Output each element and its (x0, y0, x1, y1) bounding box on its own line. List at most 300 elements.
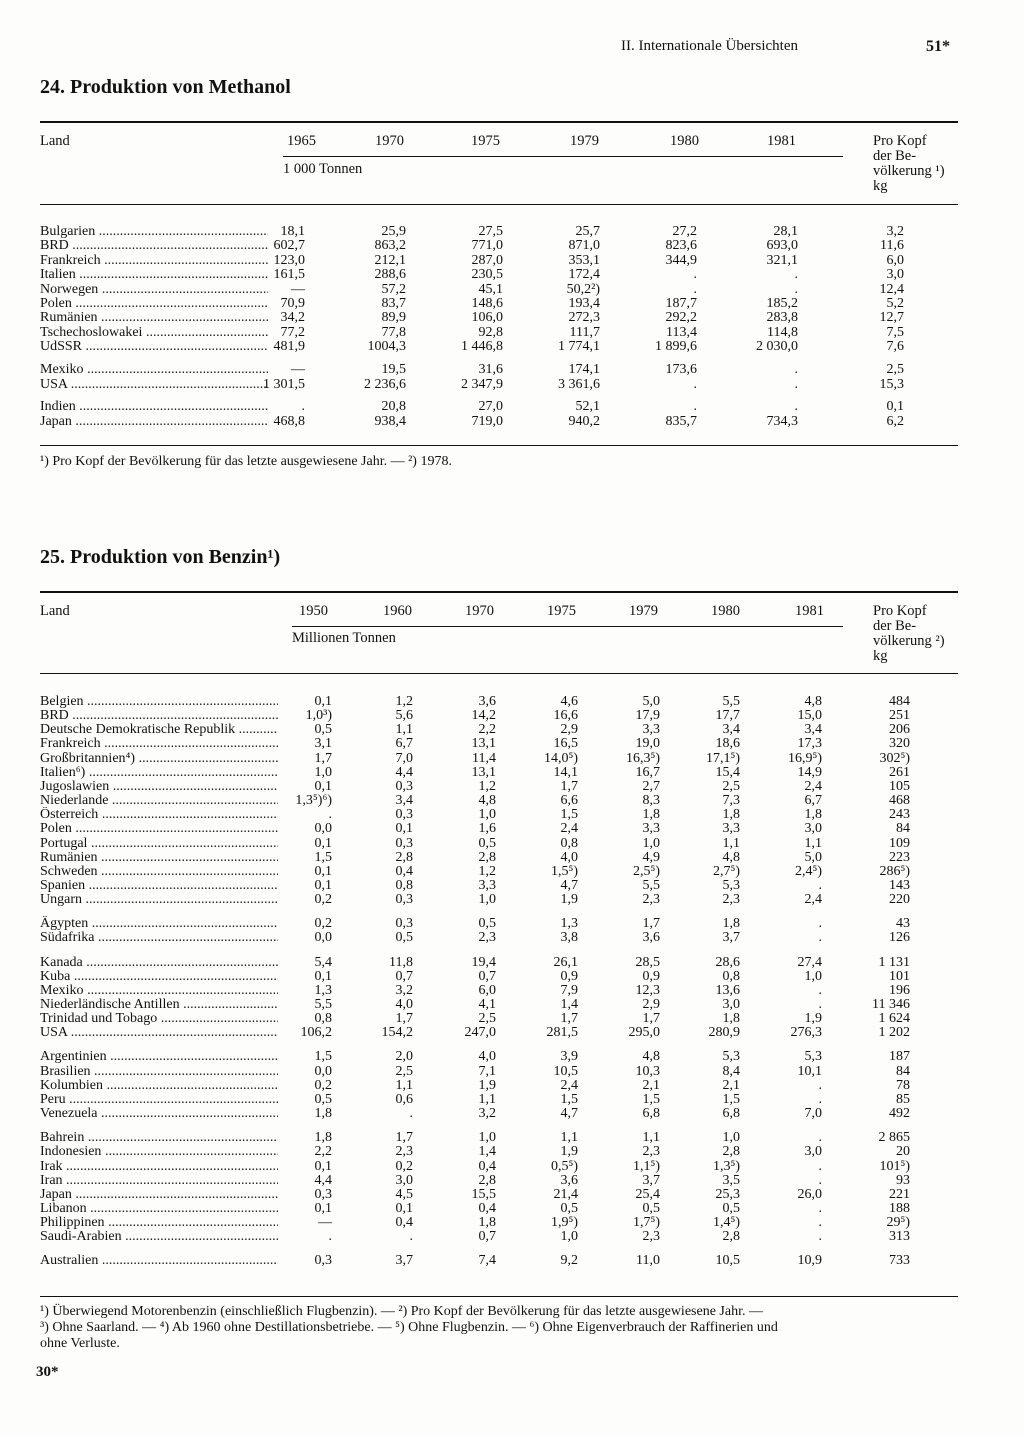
row-value: 1,0 (314, 764, 332, 780)
table-row (40, 377, 964, 392)
row-value: 7,0 (395, 750, 413, 766)
row-country: Mexiko ..... (40, 362, 268, 377)
row-value: 1 774,1 (558, 339, 600, 355)
row-country: Iran ..... (40, 1173, 278, 1188)
table-row (40, 916, 964, 931)
row-value: 2,3 (642, 1144, 660, 1160)
row-value: 8,3 (642, 793, 660, 809)
row-value: 13,1 (471, 736, 496, 752)
row-value: . (818, 877, 822, 893)
row-value: . (818, 1229, 822, 1245)
row-value: 1,0 (478, 807, 496, 823)
row-country: Deutsche Demokratische Republik ..... (40, 722, 278, 737)
table-row (40, 1173, 964, 1188)
row-value: . (794, 376, 798, 392)
row-value: . (818, 1091, 822, 1107)
row-value: 287,0 (471, 252, 503, 268)
row-value: 34,2 (280, 310, 305, 326)
table-24-prokopf-header (873, 134, 945, 194)
row-value: 261 (889, 764, 910, 780)
row-value: 0,4 (395, 863, 413, 879)
table-row (40, 224, 964, 239)
row-country: Japan ..... (40, 414, 268, 429)
row-value: 11,4 (472, 750, 496, 766)
year-header: 1975 (471, 133, 500, 149)
row-value: 2,4 (804, 778, 822, 794)
row-country: UdSSR ..... (40, 339, 268, 354)
row-value: 0,0 (314, 1063, 332, 1079)
row-country: USA ..... (40, 377, 268, 392)
row-value: 78 (896, 1077, 910, 1093)
row-value: 187 (889, 1049, 910, 1065)
row-value: 7,3 (722, 793, 740, 809)
row-value: 1,0 (478, 1130, 496, 1146)
table-row (40, 765, 964, 780)
row-value: 13,1 (471, 764, 496, 780)
row-value: 16,7 (635, 764, 660, 780)
row-value: 0,2 (395, 1158, 413, 1174)
row-value: 0,3 (314, 1253, 332, 1269)
year-header: 1975 (547, 603, 576, 619)
row-country: Belgien ..... (40, 694, 278, 709)
row-value: 5,5 (642, 877, 660, 893)
row-value: 18,1 (280, 224, 305, 239)
row-value: 143 (889, 877, 910, 893)
row-value: 3,0 (722, 997, 740, 1012)
row-value: 15,0 (797, 708, 822, 724)
prokopf-line: der Be- (873, 618, 917, 634)
row-value: . (818, 1200, 822, 1216)
row-value: 70,9 (280, 296, 305, 311)
row-value: 0,4 (395, 1215, 413, 1231)
row-value: 6,6 (560, 793, 578, 809)
row-value: 1,6 (478, 821, 496, 837)
year-header: 1965 (287, 133, 316, 149)
row-value: 3,8 (560, 930, 578, 946)
row-value: 3,6 (478, 694, 496, 709)
row-value: 1,3 (314, 982, 332, 998)
row-value: 292,2 (665, 310, 697, 326)
row-value: 1,8 (722, 916, 740, 932)
row-value: 5,2 (886, 296, 904, 311)
row-value: 18,6 (715, 736, 740, 752)
row-value: 3,3 (642, 821, 660, 837)
row-value: 1,2 (478, 863, 496, 879)
table-row (40, 836, 964, 851)
row-value: 0,3 (395, 807, 413, 823)
row-value: 1,7 (642, 916, 660, 932)
row-value: 2,3 (722, 892, 740, 908)
row-value: 6,2 (886, 413, 904, 429)
row-value: — (291, 281, 305, 297)
row-value: 251 (889, 708, 910, 724)
table-row (40, 1229, 964, 1244)
row-value: 1,5 (314, 849, 332, 865)
row-value: 10,1 (797, 1063, 822, 1079)
row-value: 25,9 (381, 224, 406, 239)
row-value: 3,2 (395, 982, 413, 998)
row-value: . (794, 399, 798, 415)
row-value: 7,9 (560, 982, 578, 998)
row-value: 2,2 (314, 1144, 332, 1160)
table-row (40, 267, 964, 282)
row-country: Polen ..... (40, 296, 268, 311)
row-value: 3,3 (722, 821, 740, 837)
row-value: 2,5 (478, 1011, 496, 1027)
row-value: 14,0⁵) (543, 750, 578, 766)
table-row (40, 325, 964, 340)
row-value: 0,6 (395, 1091, 413, 1107)
row-value: 2,3 (395, 1144, 413, 1160)
row-value: 0,4 (478, 1158, 496, 1174)
row-value: 313 (889, 1229, 910, 1245)
table-25-prokopf-header (873, 604, 945, 664)
row-value: 0,7 (478, 968, 496, 984)
row-value: 1,7 (560, 778, 578, 794)
row-value: 0,1 (314, 694, 332, 709)
table-row (40, 807, 964, 822)
table-row (40, 983, 964, 998)
table-24-unit-rule (283, 156, 843, 157)
row-value: 1,5 (560, 807, 578, 823)
row-value: 31,6 (478, 362, 503, 378)
table-row (40, 997, 964, 1012)
row-value: 11,0 (636, 1253, 660, 1269)
row-value: 27,2 (672, 224, 697, 239)
row-value: 1,0 (722, 1130, 740, 1146)
row-value: 1 301,5 (263, 376, 305, 392)
row-value: 283,8 (766, 310, 798, 326)
year-header: 1970 (375, 133, 404, 149)
prokopf-line: Pro Kopf (873, 133, 927, 149)
prokopf-line: Pro Kopf (873, 603, 927, 619)
row-country: Libanon ..... (40, 1201, 278, 1216)
row-country: Niederländische Antillen ..... (40, 997, 278, 1012)
row-value: 0,5 (395, 930, 413, 946)
row-value: 2,9 (560, 722, 578, 738)
row-value: 77,2 (280, 324, 305, 340)
table-row (40, 296, 964, 311)
row-value: 4,0 (395, 997, 413, 1012)
row-value: 2,4⁵) (794, 863, 822, 879)
row-value: 0,0 (314, 930, 332, 946)
row-value: 0,9 (642, 968, 660, 984)
row-value: 835,7 (665, 413, 697, 429)
row-value: 0,3 (395, 892, 413, 908)
table-row (40, 1011, 964, 1026)
row-value: 2,1 (642, 1077, 660, 1093)
table-row (40, 1253, 964, 1268)
row-value: 0,8 (722, 968, 740, 984)
row-value: 295,0 (628, 1025, 660, 1041)
row-value: 1,8 (642, 807, 660, 823)
row-value: 1,7⁵) (632, 1215, 660, 1231)
row-value: 0,4 (478, 1200, 496, 1216)
row-value: 15,3 (879, 376, 904, 392)
row-value: 25,4 (635, 1186, 660, 1202)
table-24-top-rule (40, 121, 958, 123)
row-value: 3,3 (478, 877, 496, 893)
footnote-line: ¹) Überwiegend Motorenbenzin (einschließlich Flugbenzin). — ²) Pro Kopf der Bevölkerung für das letzte ausgewiesene Jahr. — (40, 1304, 763, 1319)
year-header: 1950 (299, 603, 328, 619)
row-country: Kanada ..... (40, 955, 278, 970)
row-value: 174,1 (568, 362, 600, 378)
row-country: Niederlande ..... (40, 793, 278, 808)
row-value: 7,4 (478, 1253, 496, 1269)
row-value: 161,5 (273, 267, 305, 283)
table-row (40, 694, 964, 709)
running-header: II. Internationale Übersichten (621, 38, 799, 54)
row-value: 7,6 (886, 339, 904, 355)
row-value: 1,1 (395, 1077, 413, 1093)
row-value: 0,3 (395, 778, 413, 794)
row-value: 0,1 (314, 835, 332, 851)
row-value: 1,8 (722, 1011, 740, 1027)
row-value: 2,5 (395, 1063, 413, 1079)
table-row (40, 969, 964, 984)
row-value: 57,2 (381, 281, 406, 297)
row-value: 3,4 (722, 722, 740, 738)
row-value: 1 446,8 (461, 339, 503, 355)
row-value: 2,3 (642, 892, 660, 908)
row-value: 3,2 (886, 224, 904, 239)
row-value: 5,3 (722, 877, 740, 893)
row-value: 193,4 (568, 296, 600, 311)
row-value: 2,0 (395, 1049, 413, 1065)
table-row (40, 399, 964, 414)
row-value: 2,5⁵) (632, 863, 660, 879)
row-value: 27,0 (478, 399, 503, 415)
row-value: 1,5 (722, 1091, 740, 1107)
row-value: 1,9 (478, 1077, 496, 1093)
row-value: 27,5 (478, 224, 503, 239)
row-value: . (818, 1130, 822, 1146)
row-value: 1,5⁵) (550, 863, 578, 879)
table-row (40, 253, 964, 268)
row-value: 17,3 (797, 736, 822, 752)
row-value: 77,8 (381, 324, 406, 340)
row-country: Frankreich ..... (40, 736, 278, 751)
row-country: Kuba ..... (40, 969, 278, 984)
row-value: 0,7 (478, 1229, 496, 1245)
row-value: 1,1 (804, 835, 822, 851)
row-value: 2,5 (886, 362, 904, 378)
prokopf-line: völkerung ²) (873, 633, 945, 649)
row-country: Norwegen ..... (40, 282, 268, 297)
row-country: Südafrika ..... (40, 930, 278, 945)
table-row (40, 414, 964, 429)
row-value: 16,9⁵) (787, 750, 822, 766)
row-value: 28,5 (635, 954, 660, 970)
row-value: . (409, 1229, 413, 1245)
row-value: 223 (889, 849, 910, 865)
row-country: Großbritannien⁴) ..... (40, 751, 278, 766)
row-value: 2,7⁵) (712, 863, 740, 879)
row-value: 19,4 (471, 954, 496, 970)
table-25-footnotes (40, 1304, 964, 1352)
row-value: 1,7 (560, 1011, 578, 1027)
row-value: 12,3 (635, 982, 660, 998)
row-value: 105 (889, 778, 910, 794)
prokopf-line: völkerung ¹) (873, 163, 945, 179)
row-value: 247,0 (464, 1025, 496, 1041)
row-value: 14,1 (553, 764, 578, 780)
row-value: 863,2 (374, 238, 406, 254)
row-country: BRD ..... (40, 708, 278, 723)
row-value: 1,2 (395, 694, 413, 709)
row-value: 10,5 (553, 1063, 578, 1079)
row-country: Argentinien ..... (40, 1049, 278, 1064)
row-value: 19,5 (381, 362, 406, 378)
table-24-land-header: Land (40, 133, 70, 149)
row-value: 113,4 (666, 324, 697, 340)
row-value: . (301, 399, 305, 415)
row-value: 14,9 (797, 764, 822, 780)
row-value: 0,5 (314, 1091, 332, 1107)
row-value: 0,2 (314, 892, 332, 908)
row-value: 4,8 (642, 1049, 660, 1065)
row-value: 3,0 (395, 1172, 413, 1188)
row-value: 0,1 (395, 821, 413, 837)
table-row (40, 708, 964, 723)
row-value: 0,1 (314, 778, 332, 794)
row-value: 5,0 (804, 849, 822, 865)
row-value: 7,1 (478, 1063, 496, 1079)
row-value: 481,9 (273, 339, 305, 355)
row-value: . (818, 1215, 822, 1231)
row-value: 11,8 (389, 954, 413, 970)
row-value: 1,4 (478, 1144, 496, 1160)
row-value: 484 (889, 694, 910, 709)
row-value: 1,9 (560, 1144, 578, 1160)
row-value: 84 (896, 1063, 910, 1079)
row-country: Peru ..... (40, 1092, 278, 1107)
row-value: 0,2 (314, 916, 332, 932)
row-value: 2,3 (478, 930, 496, 946)
footnote-line: ohne Verluste. (40, 1336, 120, 1351)
table-row (40, 864, 964, 879)
row-value: 4,8 (722, 849, 740, 865)
row-value: 1,8 (804, 807, 822, 823)
row-value: 13,6 (715, 982, 740, 998)
row-value: 468 (889, 793, 910, 809)
row-value: 2 865 (878, 1130, 910, 1146)
row-value: 3,4 (804, 722, 822, 738)
row-value: 0,1 (395, 1200, 413, 1216)
row-value: 733 (889, 1253, 910, 1269)
row-value: 1,7 (314, 750, 332, 766)
row-value: 212,1 (374, 252, 406, 268)
row-country: Trinidad und Tobago ..... (40, 1011, 278, 1026)
table-row (40, 1106, 964, 1121)
prokopf-line: kg (873, 178, 888, 194)
table-row (40, 850, 964, 865)
row-value: 1,5 (642, 1091, 660, 1107)
row-value: 1 202 (878, 1025, 910, 1041)
row-value: 2,1 (722, 1077, 740, 1093)
row-value: 29⁵) (886, 1215, 910, 1231)
table-25-unit-rule (292, 626, 843, 627)
row-value: 0,3 (395, 835, 413, 851)
row-value: 2 347,9 (461, 376, 503, 392)
row-value: . (693, 376, 697, 392)
row-value: 17,1⁵) (705, 750, 740, 766)
row-value: 27,4 (797, 954, 822, 970)
row-value: 3,7 (722, 930, 740, 946)
year-header: 1970 (465, 603, 494, 619)
row-value: 0,5⁵) (550, 1158, 578, 1174)
row-value: 3,4 (395, 793, 413, 809)
row-value: 771,0 (471, 238, 503, 254)
row-value: 52,1 (575, 399, 600, 415)
prokopf-line: kg (873, 648, 888, 664)
year-header: 1980 (670, 133, 699, 149)
row-value: 1,8 (478, 1215, 496, 1231)
row-value: 281,5 (546, 1025, 578, 1041)
row-value: 101⁵) (879, 1158, 910, 1174)
row-value: 288,6 (374, 267, 406, 283)
row-value: 3,2 (478, 1106, 496, 1122)
row-country: USA ..... (40, 1025, 278, 1040)
row-value: 344,9 (665, 252, 697, 268)
row-value: 4,7 (560, 877, 578, 893)
row-value: 106,0 (471, 310, 503, 326)
row-value: 187,7 (665, 296, 697, 311)
row-value: 353,1 (568, 252, 600, 268)
table-25-land-header: Land (40, 603, 70, 619)
row-value: 15,5 (471, 1186, 496, 1202)
row-value: 276,3 (790, 1025, 822, 1041)
table-row (40, 1201, 964, 1216)
row-value: 1 899,6 (655, 339, 697, 355)
row-value: 20,8 (381, 399, 406, 415)
table-row (40, 793, 964, 808)
row-value: 1,7 (395, 1011, 413, 1027)
row-value: 1,8 (314, 1130, 332, 1146)
row-value: 230,5 (471, 267, 503, 283)
row-value: 185,2 (766, 296, 798, 311)
row-value: 1,0 (560, 1229, 578, 1245)
row-value: 0,3 (395, 916, 413, 932)
row-country: Schweden ..... (40, 864, 278, 879)
row-value: 2,9 (642, 997, 660, 1012)
row-value: 1,3 (560, 916, 578, 932)
row-value: 1,1 (642, 1130, 660, 1146)
row-value: 468,8 (273, 413, 305, 429)
row-value: . (794, 362, 798, 378)
table-row (40, 751, 964, 766)
table-row (40, 892, 964, 907)
row-value: 1,0 (642, 835, 660, 851)
row-value: 9,2 (560, 1253, 578, 1269)
row-value: 101 (889, 968, 910, 984)
row-value: 1,1 (478, 1091, 496, 1107)
row-value: 0,1 (314, 863, 332, 879)
row-value: 1,9 (560, 892, 578, 908)
row-value: 6,0 (478, 982, 496, 998)
row-value: 206 (889, 722, 910, 738)
row-country: Polen ..... (40, 821, 278, 836)
year-header: 1981 (767, 133, 796, 149)
row-value: 1,7 (642, 1011, 660, 1027)
row-value: 1,2 (478, 778, 496, 794)
row-value: 10,3 (635, 1063, 660, 1079)
prokopf-line: der Be- (873, 148, 917, 164)
row-country: Venezuela ..... (40, 1106, 278, 1121)
row-value: . (409, 1106, 413, 1122)
row-country: Irak ..... (40, 1159, 278, 1174)
table-row (40, 238, 964, 253)
